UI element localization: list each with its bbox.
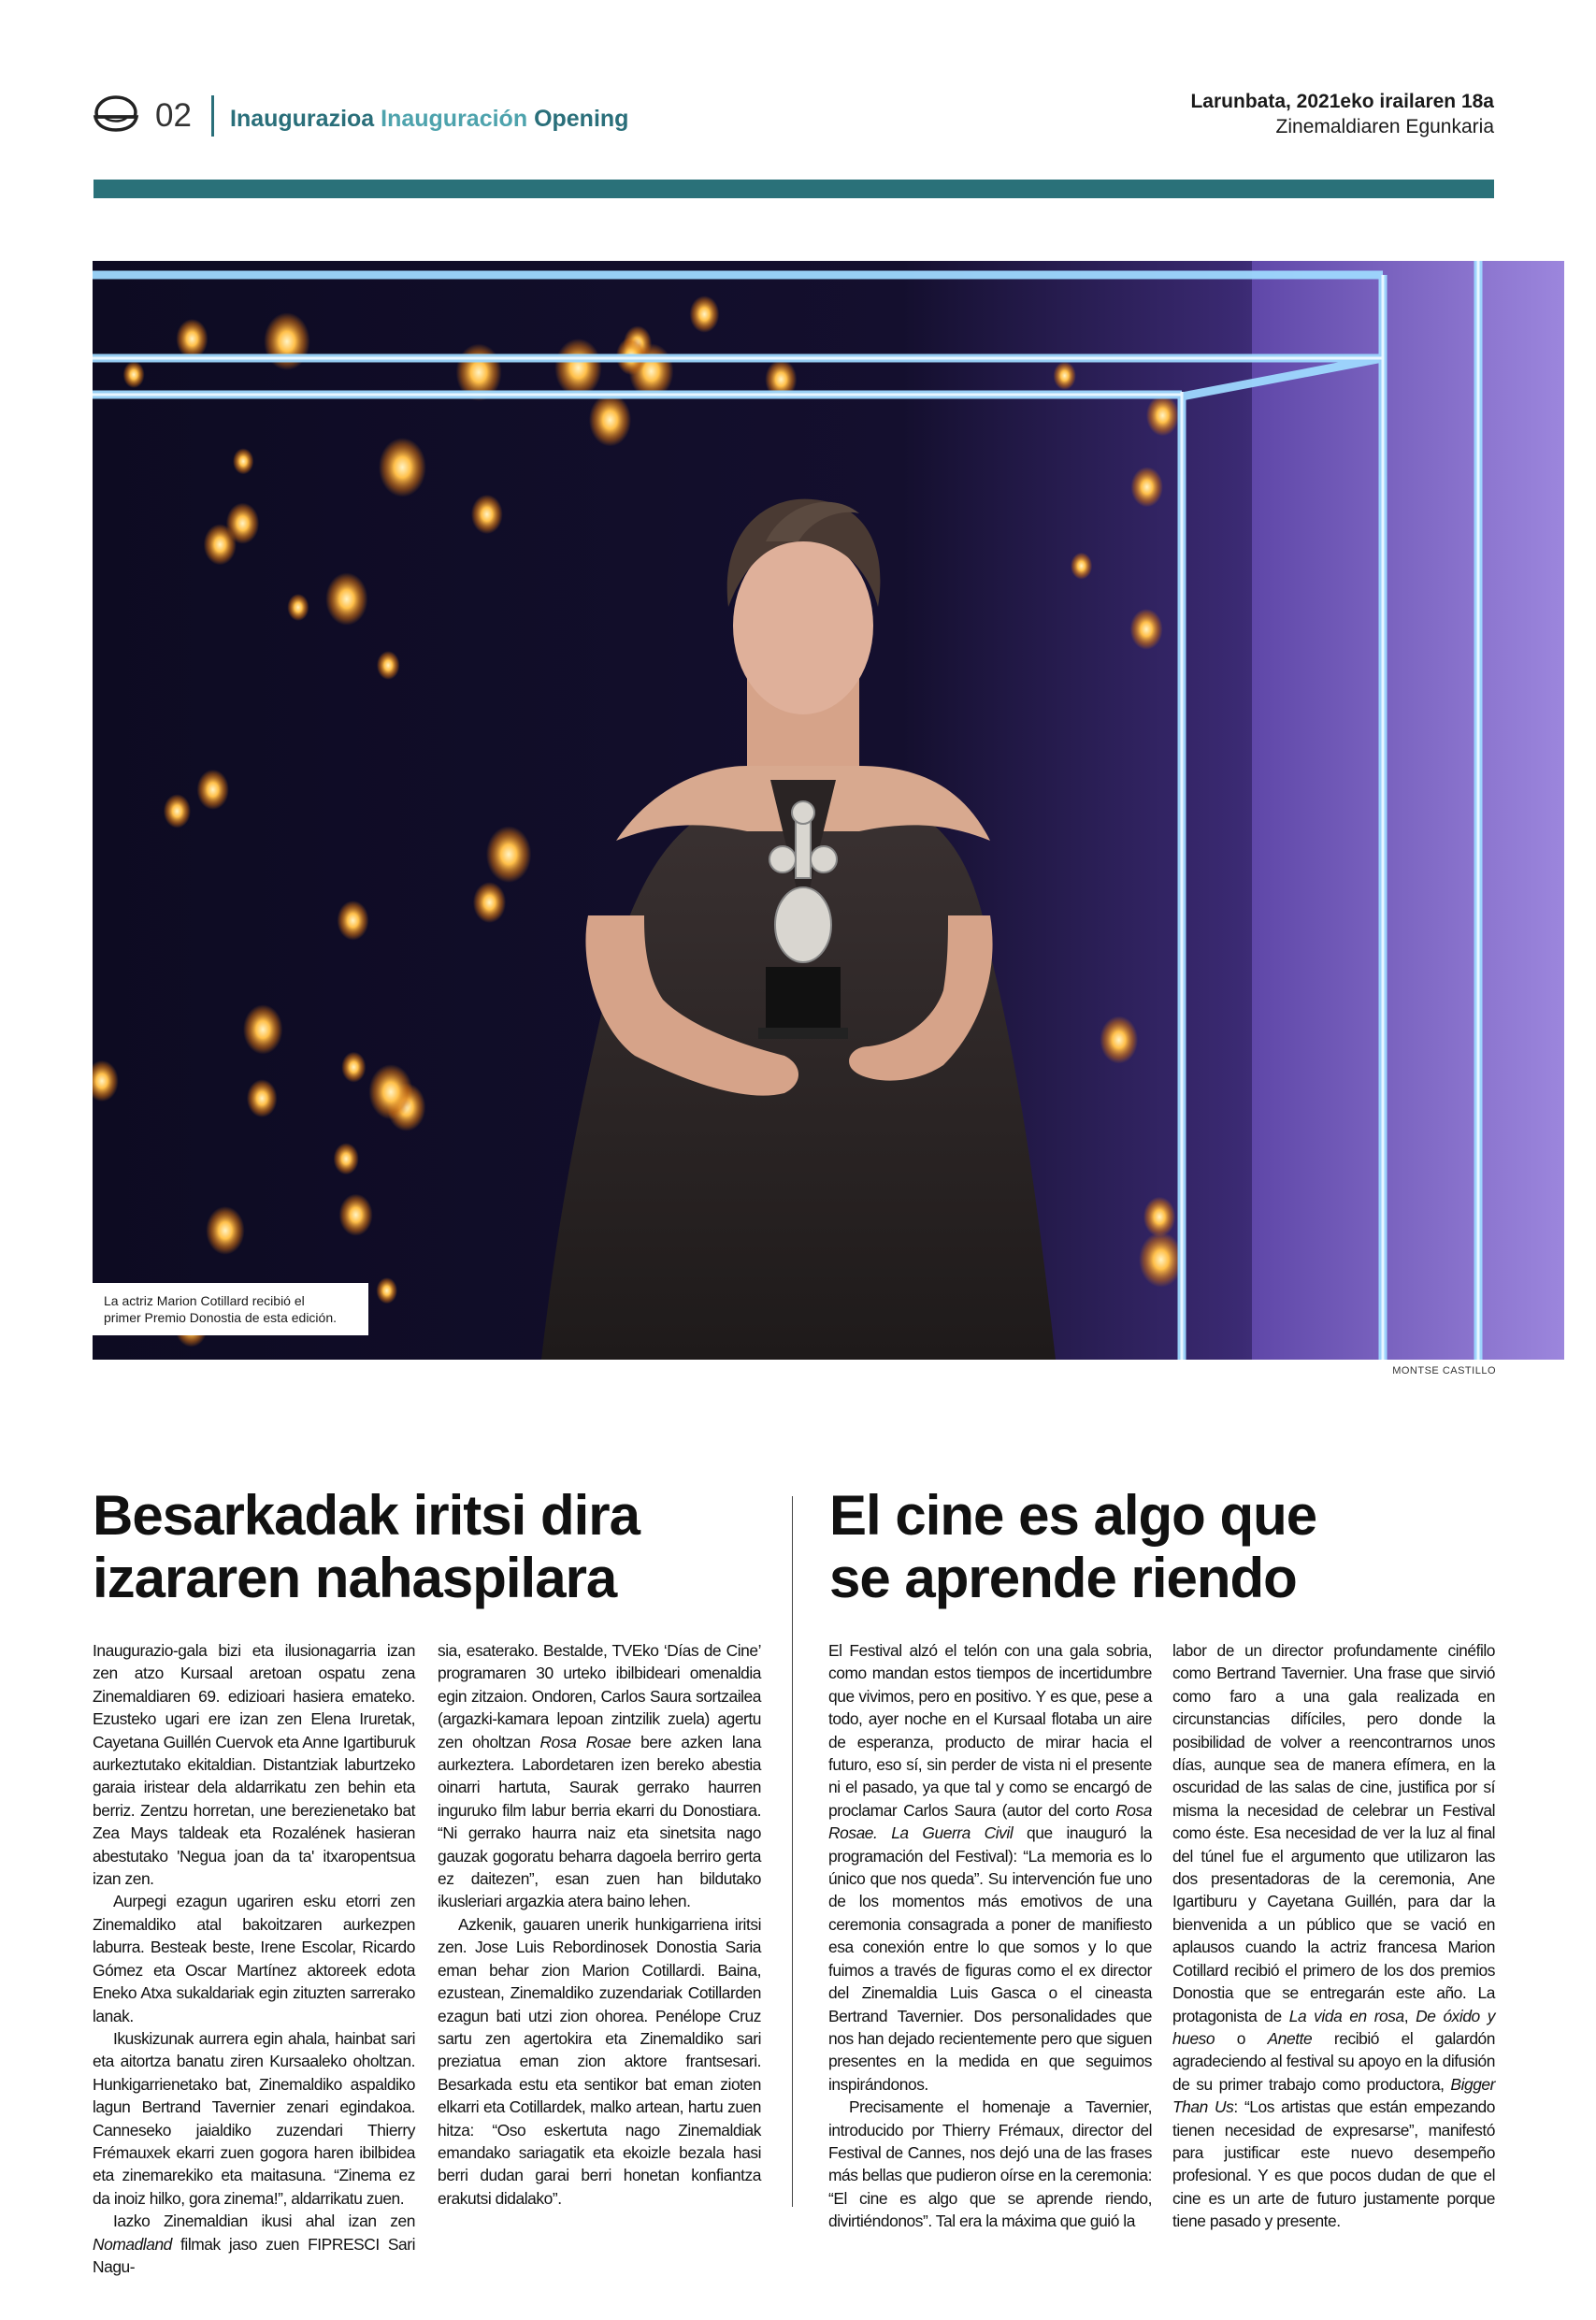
section-english: Opening: [534, 106, 629, 132]
bokeh-light: [1131, 467, 1163, 507]
bokeh-light: [339, 1194, 373, 1236]
bokeh-light: [1139, 1232, 1183, 1288]
headline-spanish-line2: se aprende riendo: [829, 1547, 1297, 1609]
header-divider: [211, 95, 214, 137]
bokeh-light: [164, 794, 191, 828]
page-number: 02: [155, 97, 192, 134]
bokeh-light: [1071, 553, 1092, 580]
bokeh-light: [206, 1206, 244, 1255]
bokeh-light: [123, 361, 145, 388]
paragraph: El Festival alzó el telón con una gala sobria, como mandan estos tiempos de incertidumbre que vivimos, pero en positivo. Y es que, pese a todo, ayer noche en el Kursaal flotaba un aire de esperanza, producto de mirar hacia el futuro, eso sí, sin perder de vista ni el presente ni el pasado, ya que tal y como se encargó de proclamar Carlos Saura (autor del corto Rosa Rosae. La Guerra Civil que inauguró la programación del Festival): “La memoria es lo único que nos queda”. Su intervención fue uno de los momentos más emotivos de una ceremonia consagrada a poner de manifiesto esa conexión entre lo que somos y lo que fuimos a través de figuras como el ex director del Zinemaldia Luis Gasca o el cineasta Bertrand Tavernier. Dos personalidades que nos han dejado recientemente pero que siguen presentes en la medida en que seguimos inspirándonos.: [828, 1641, 1152, 2094]
bokeh-light: [226, 503, 259, 544]
bokeh-light: [368, 1064, 412, 1119]
header-rule: [93, 180, 1494, 198]
bokeh-light: [554, 339, 601, 397]
bokeh-light: [1143, 1197, 1175, 1237]
bokeh-light: [334, 1143, 359, 1174]
bokeh-light: [379, 438, 426, 497]
bokeh-light: [176, 319, 208, 359]
bokeh-light: [690, 295, 720, 333]
bokeh-light: [243, 1004, 282, 1054]
paragraph: Iazko Zinemaldian ikusi ahal izan zen Nomadland filmak jaso zuen FIPRESCI Sari Nagu-: [93, 2212, 415, 2276]
photo-caption: [93, 1283, 368, 1335]
photo-credit: MONTSE CASTILLO: [1392, 1365, 1496, 1376]
headline-spanish-line1: El cine es algo que: [829, 1484, 1317, 1547]
paragraph: Azkenik, gauaren unerik hunkigarriena iritsi zen. Jose Luis Rebordinosek Donostia Saria eman behar zion Marion Cotillardi. Baina, ezustean, Zinemaldiko zuzendariak Cotillarden ezagun bati utzi zion ohorea. Penélope Cruz sartu zen agertokira eta Zinemaldiko sari preziatua eman zion aktore frantsesari. Besarkada estu eta sentikor bat eman zioten elkarri eta Cotillardek, malko artean, hartu zuen hitza: “Oso eskertuta nago Zinemaldiak emandako sariagatik eta ekoizle bezala hasi berri dudan garai berri honetan konfiantza erakutsi didalako”.: [438, 1914, 761, 2208]
headline-basque-line2: izararen nahaspilara: [93, 1547, 617, 1609]
paragraph: Aurpegi ezagun ugariren esku etorri zen Zinemaldiko atal bakoitzaren aurkezpen laburra. Besteak beste, Irene Escolar, Ricardo Gómez eta Oscar Martínez aktoreek edota Eneko Atxa sukaldariak egin zituzten sarrerako lanak.: [93, 1892, 415, 2025]
article-spanish-column-2: [1172, 1639, 1495, 2233]
section-basque: Inaugurazioa: [230, 106, 375, 132]
bokeh-light: [338, 901, 369, 940]
bokeh-light: [376, 1277, 397, 1304]
bokeh-light: [325, 572, 367, 625]
headline-basque: [93, 1484, 747, 1609]
article-spanish-column-1: [828, 1639, 1152, 2233]
bokeh-light: [1054, 362, 1076, 390]
publication-name: Zinemaldiaren Egunkaria: [1275, 116, 1494, 137]
bokeh-light: [1130, 609, 1163, 650]
main-photo: [93, 261, 1564, 1360]
bokeh-light: [1146, 395, 1179, 436]
bokeh-light: [377, 651, 400, 680]
festival-logo-icon: [92, 94, 140, 134]
column-divider: [792, 1496, 793, 2207]
article-basque-column-1: [93, 1639, 415, 2278]
section-title: [230, 106, 628, 133]
paragraph: Ikuskizunak aurrera egin ahala, hainbat sari eta aitortza banatu ziren Kursaaleko oholtzan. Hunkigarrienetako bat, Zinemaldiko aspaldiko lagun Bertrand Tavernier zenari egindakoa. Canneseko jaialdiko zuzendari Thierry Frémauxek ekarri zuen gogora haren ibilbidea eta zinemarekiko eta maitasuna. “Zinema ez da inoiz hilko, gora zinema!”, aldarrikatu zuen.: [93, 2028, 415, 2208]
bokeh-light: [233, 448, 253, 474]
bokeh-light: [1100, 1016, 1138, 1064]
paragraph: Precisamente el homenaje a Tavernier, introducido por Thierry Frémaux, director del Festival de Cannes, nos dejó una de las frases más bellas que pudieron oírse en la ceremonia: “El cine es algo que se aprende riendo, divirtiéndonos”. Tal era la máxima que guió la: [828, 2097, 1152, 2231]
bokeh-light: [471, 495, 503, 534]
paragraph: sia, esaterako. Bestalde, TVEko ‘Días de Cine’ programaren 30 urteko ibilbideari omenaldia egin zitzaion. Ondoren, Carlos Saura sortzailea (argazki-kamara lepoan zintzilik zuela) agertu zen oholtzan Rosa Rosae bere azken lana aurkeztera. Labordetaren izen bereko abestia oinarri hartuta, Saurak gerrako haurren inguruko film labur berria ekarri du Donostiara. “Ni gerrako haurra naiz eta sinetsita nago gauzak gogoratu beharra dagoela berriro gerta ez daitezen”, esan zuen han bildutako ikusleriari argazkia atera baino lehen.: [438, 1641, 762, 1911]
paragraph: labor de un director profundamente cinéfilo como Bertrand Tavernier. Una frase que sirvió como faro a una gala realizada en circunstancias difíciles, pero donde la posibilidad de volver a reencontrarnos unos días, aunque sea de manera efímera, en la oscuridad de las salas de cine, justifica por sí misma la necesidad de celebrar un Festival como éste. Esa necesidad de ver la luz al final del túnel fue el argumento que utilizaron las dos presentadoras de la ceremonia, Ane Igartiburu y Cayetana Guillén, para dar la bienvenida a un público que se vació en aplausos cuando la actriz francesa Marion Cotillard recibió el primero de los dos premios Donostia que se entregarán este año. La protagonista de La vida en rosa, De óxido y hueso o Anette recibió el galardón agradeciendo al festival su apoyo en la difusión de su primer trabajo como productora, Bigger Than Us: “Los artistas que están empezando tienen necesidad de expresarse”, manifestó para justificar este nuevo desempeño profesional. Y es que pocos dudan de que el cine es un arte de futuro justamente porque tiene pasado y presente.: [1172, 1641, 1496, 2231]
bokeh-light: [197, 770, 229, 810]
article-basque-column-2: [438, 1639, 761, 2210]
paragraph: Inaugurazio-gala bizi eta ilusionagarria izan zen atzo Kursaal aretoan ospatu zena Zinemaldiaren 69. edizioari hasiera emateko. Ezusteko ugari ere izan zen Elena Iruretak, Cayetana Guillén Cuervok eta Anne Igartiburuk aurkeztutako ekitaldian. Distantziak laburtzeko garaia iristear dela aldarrikatu zen behin eta berriz. Zentzu horretan, une berezienetako bat Zea Mays taldeak eta Rozalének hasieran abestutako 'Negua joan da ta' itxaropentsua izan zen.: [93, 1641, 415, 1889]
bokeh-light: [486, 826, 531, 883]
section-spanish: Inauguración: [381, 106, 528, 132]
headline-spanish: [829, 1484, 1503, 1609]
bokeh-light: [247, 1079, 278, 1117]
photo-caption-line1: La actriz Marion Cotillard recibió el: [104, 1293, 305, 1308]
bokeh-light: [589, 394, 631, 447]
bokeh-light: [287, 594, 309, 621]
issue-date: Larunbata, 2021eko irailaren 18a: [1190, 91, 1494, 112]
bokeh-light: [341, 1052, 366, 1083]
bokeh-light: [473, 882, 506, 923]
photo-caption-line2: primer Premio Donostia de esta edición.: [104, 1310, 338, 1325]
headline-basque-line1: Besarkadak iritsi dira: [93, 1484, 640, 1547]
